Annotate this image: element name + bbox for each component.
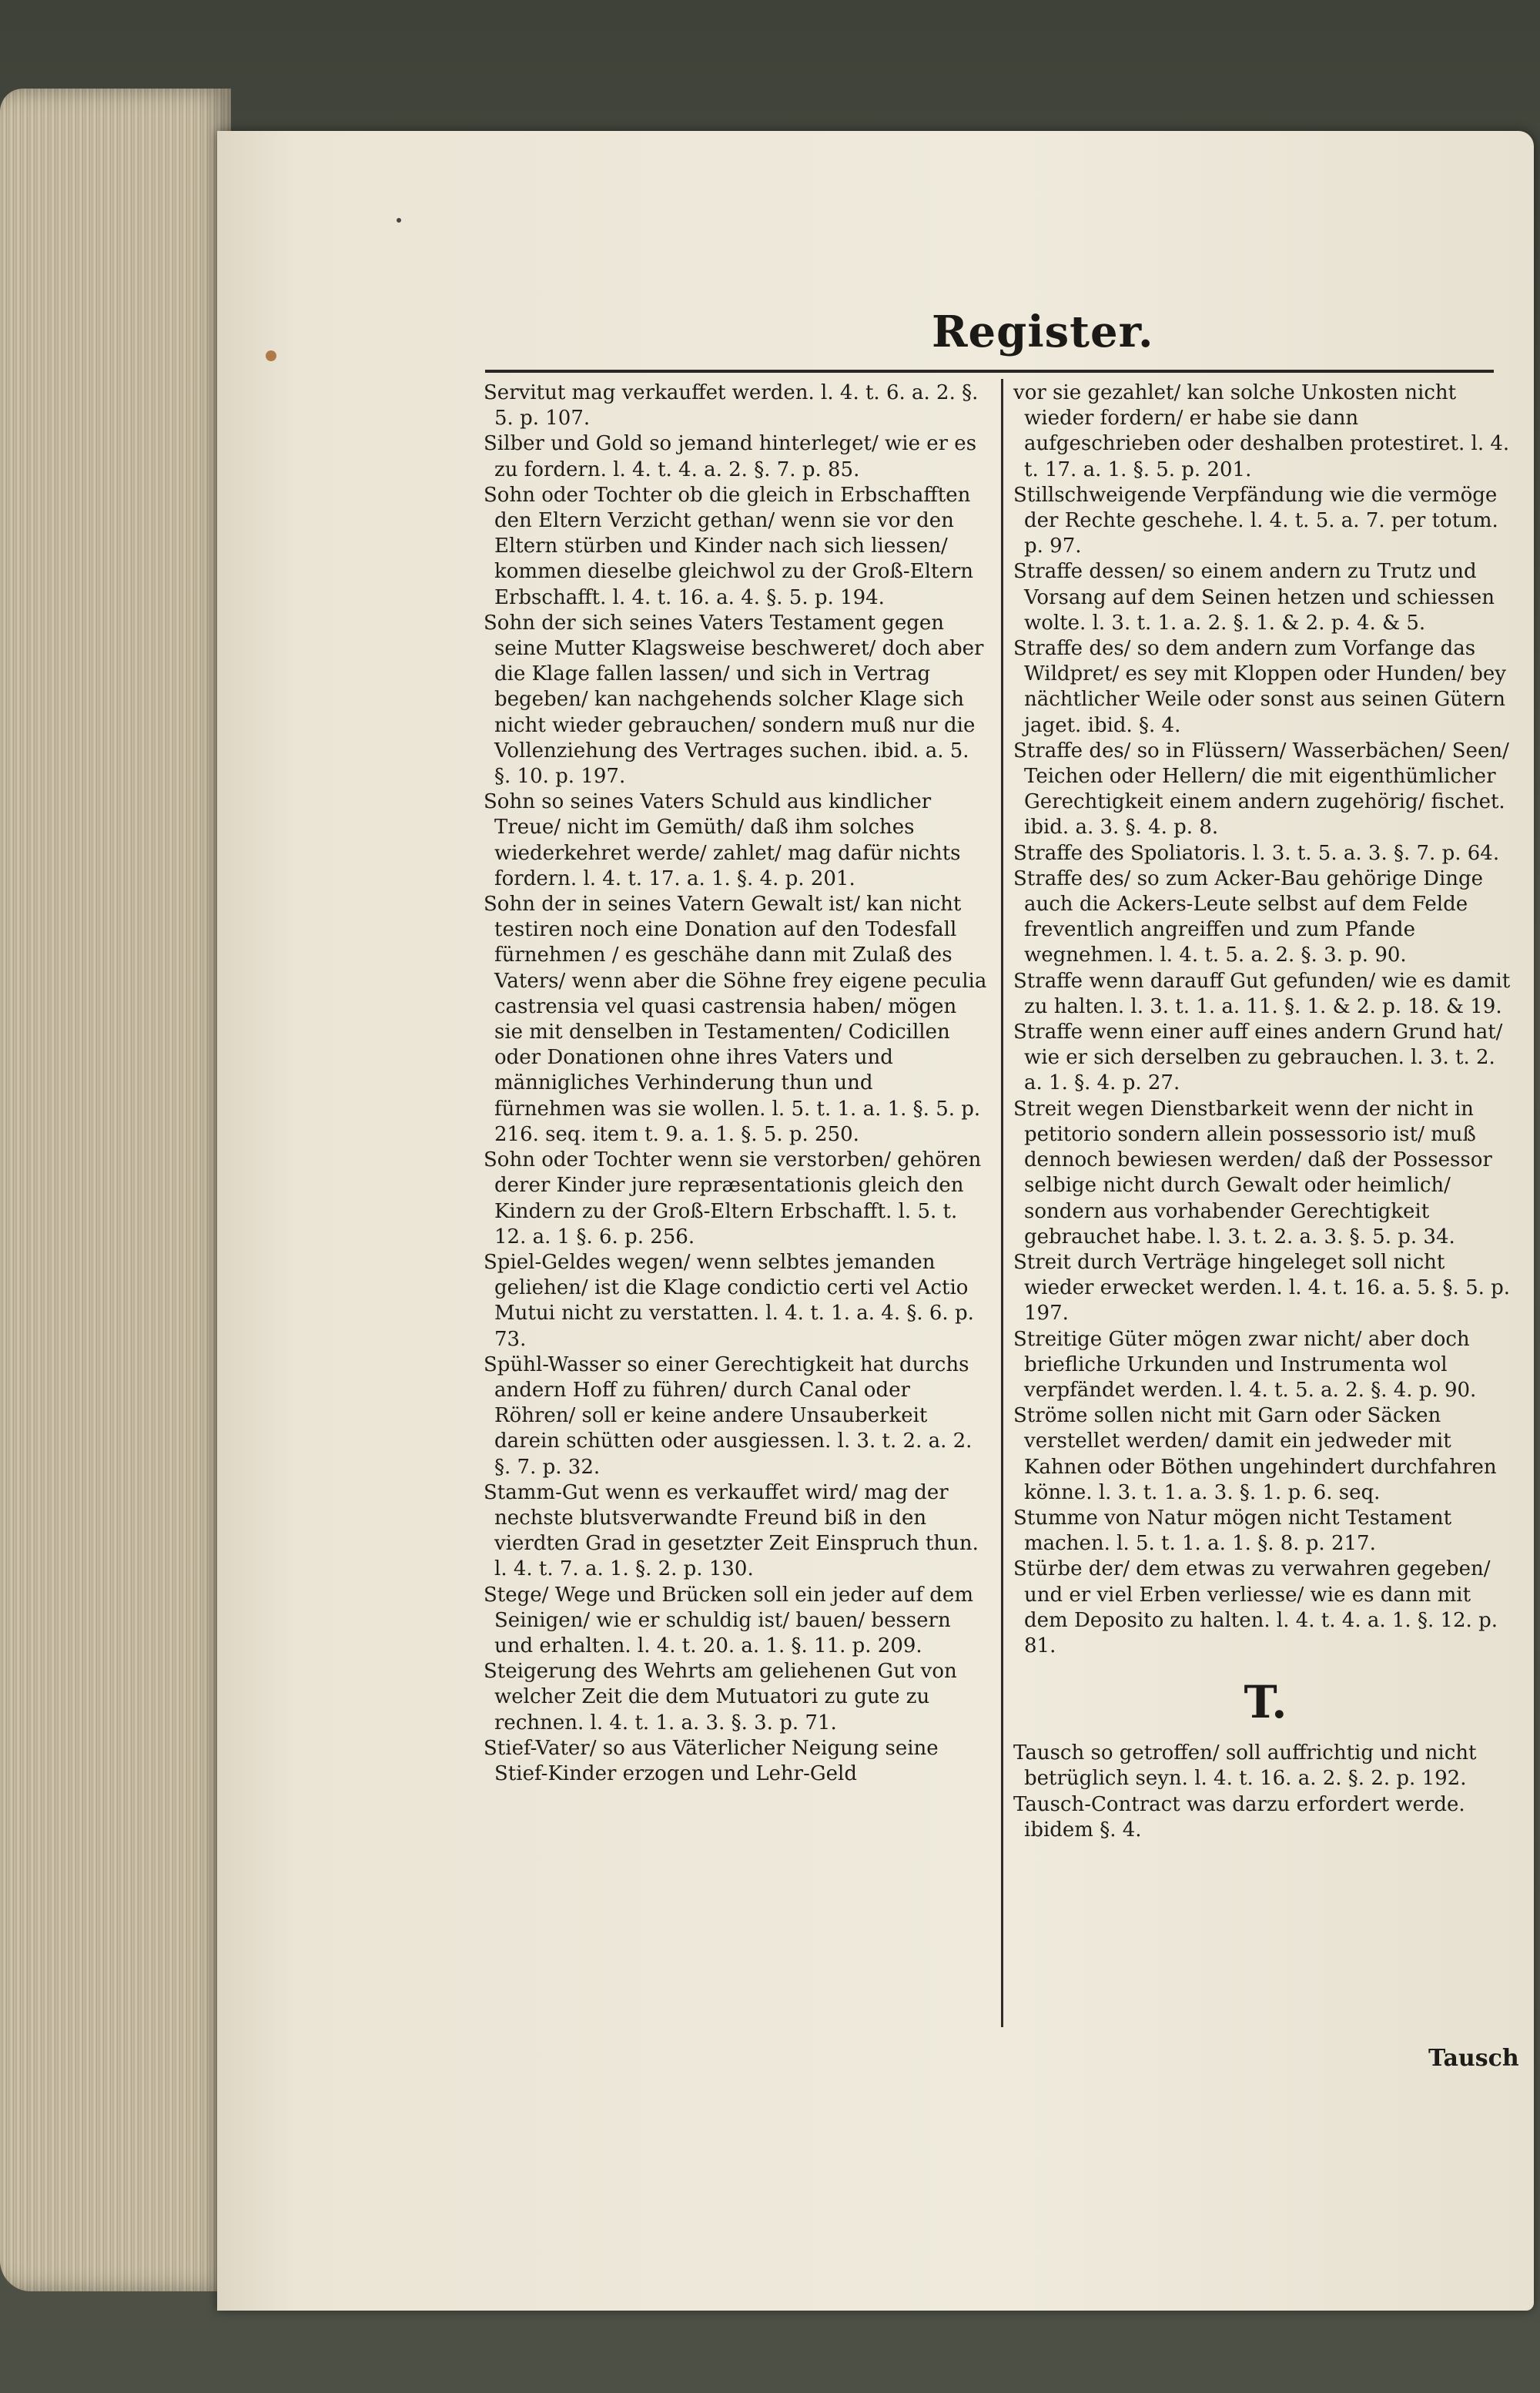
index-entry: Steigerung des Wehrts am geliehenen Gut von welcher Zeit die dem Mutuatori zu gute zu rechnen. l. 4. t. 1. a. 3. §. 3. p. 71. [484, 1660, 957, 1734]
catchword: Tausch [1428, 2045, 1519, 2072]
index-entry: Spiel-Geldes wegen/ wenn selbtes jemanden geliehen/ ist die Klage condictio certi vel Actio Mutui nicht zu verstatten. l. 4. t. 1. a. 4. §. 6. p. 73. [484, 1250, 974, 1351]
index-entry: Stege/ Wege und Brücken soll ein jeder auf dem Seinigen/ wie er schuldig ist/ bauen/ bessern und erhalten. l. 4. t. 20. a. 1. §. 11. p. 209. [484, 1583, 973, 1657]
index-entry: Sohn der in seines Vatern Gewalt ist/ kan nicht testiren noch eine Donation auf den Todesfall fürnehmen / es geschähe dann mit Zulaß des Vaters/ wenn aber die Söhne frey eigene peculia castrensia vel quasi castrensia haben/ mögen sie mit denselben in Testamenten/ Codicillen oder Donationen ohne ihres Vaters und männigliches Verhinderung thun und fürnehmen was sie wollen. l. 5. t. 1. a. 1. §. 5. p. 216. seq. item t. 9. a. 1. §. 5. p. 250. [484, 893, 987, 1146]
index-entry: Straffe des/ so in Flüssern/ Wasserbächen/ Seen/ Teichen oder Hellern/ die mit eigenthümlicher Gerechtigkeit einem andern zugehörig/ fischet. ibid. a. 3. §. 4. p. 8. [1013, 739, 1509, 840]
ink-stain [266, 350, 276, 361]
index-entry: Stief-Vater/ so aus Väterlicher Neigung seine Stief-Kinder erzogen und Lehr-Geld [484, 1736, 939, 1785]
index-entry: Straffe wenn darauff Gut gefunden/ wie es damit zu halten. l. 3. t. 1. a. 11. §. 1. & 2. p. 18. & 19. [1013, 969, 1511, 1018]
index-entry: vor sie gezahlet/ kan solche Unkosten nicht wieder fordern/ er habe sie dann aufgeschrieben oder deshalben protestiret. l. 4. t. 17. a. 1. §. 5. p. 201. [1013, 381, 1510, 481]
ink-speck [397, 218, 401, 223]
index-entry: Sohn der sich seines Vaters Testament gegen seine Mutter Klagsweise beschweret/ doch aber die Klage fallen lassen/ und sich in Vertrag begeben/ kan nachgehends solcher Klage sich nicht wieder gebrauchen/ sondern muß nur die Vollenziehung des Vertrages suchen. ibid. a. 5. §. 10. p. 197. [484, 611, 984, 789]
index-entry: Straffe wenn einer auff eines andern Grund hat/ wie er sich derselben zu gebrauchen. l. 3. t. 2. a. 1. §. 4. p. 27. [1013, 1021, 1503, 1095]
section-letter: T. [1244, 1676, 1287, 1729]
index-entry: Streitige Güter mögen zwar nicht/ aber doch briefliche Urkunden und Instrumenta wol verpfändet werden. l. 4. t. 5. a. 2. §. 4. p. 90. [1013, 1327, 1477, 1402]
index-entry: Streit durch Verträge hingeleget soll nicht wieder erwecket werden. l. 4. t. 16. a. 5. §. 5. p. 197. [1013, 1250, 1511, 1326]
index-entry: Silber und Gold so jemand hinterleget/ wie er es zu fordern. l. 4. t. 4. a. 2. §. 7. p. 85. [484, 432, 977, 481]
left-column [484, 380, 988, 1787]
index-entry: Straffe des Spoliatoris. l. 3. t. 5. a. 3. §. 7. p. 64. [1013, 841, 1500, 865]
index-entry: Straffe dessen/ so einem andern zu Trutz und Vorsang auf dem Seinen hetzen und schiessen wolte. l. 3. t. 1. a. 2. §. 1. & 2. p. 4. & 5. [1013, 560, 1495, 635]
right-column [1013, 380, 1518, 1843]
index-entry: Servitut mag verkauffet werden. l. 4. t. 6. a. 2. §. 5. p. 107. [484, 381, 979, 431]
index-entry: Spühl-Wasser so einer Gerechtigkeit hat durchs andern Hoff zu führen/ durch Canal oder Röhren/ soll er keine andere Unsauberkeit darein schütten oder ausgiessen. l. 3. t. 2. a. 2. §. 7. p. 32. [484, 1352, 973, 1479]
index-entry: Straffe des/ so dem andern zum Vorfange das Wildpret/ es sey mit Kloppen oder Hunden/ bey nächtlicher Weile oder sonst aus seinen Gütern jaget. ibid. §. 4. [1013, 637, 1506, 737]
index-entry: Straffe des/ so zum Acker-Bau gehörige Dinge auch die Ackers-Leute selbst auf dem Felde freventlich angreiffen und zum Pfande wegnehmen. l. 4. t. 5. a. 2. §. 3. p. 90. [1013, 866, 1484, 967]
column-divider [1001, 379, 1003, 2027]
running-header: Register. [932, 307, 1154, 357]
header-rule [485, 370, 1494, 373]
index-entry: Tausch so getroffen/ soll auffrichtig und nicht betrüglich seyn. l. 4. t. 16. a. 2. §. 2. p. 192. [1013, 1741, 1477, 1791]
index-entry: Stumme von Natur mögen nicht Testament machen. l. 5. t. 1. a. 1. §. 8. p. 217. [1013, 1506, 1452, 1556]
index-entry: Sohn so seines Vaters Schuld aus kindlicher Treue/ nicht im Gemüth/ daß ihm solches wiederkehret werde/ zahlet/ mag dafür nichts fordern. l. 4. t. 17. a. 1. §. 4. p. 201. [484, 790, 961, 890]
index-entry: Tausch-Contract was darzu erfordert werde. ibidem §. 4. [1013, 1792, 1465, 1842]
index-entry: Sohn oder Tochter ob die gleich in Erbschafften den Eltern Verzicht gethan/ wenn sie vor den Eltern stürben und Kinder nach sich liessen/ kommen dieselbe gleichwol zu der Groß-Eltern Erbschafft. l. 4. t. 16. a. 4. §. 5. p. 194. [484, 483, 973, 609]
index-entry: Sohn oder Tochter wenn sie verstorben/ gehören derer Kinder jure repræsentationis gleich den Kindern zu der Groß-Eltern Erbschafft. l. 5. t. 12. a. 1 §. 6. p. 256. [484, 1148, 982, 1248]
book-page-edges [0, 89, 231, 2291]
index-entry: Streit wegen Dienstbarkeit wenn der nicht in petitorio sondern allein possessorio ist/ muß dennoch bewiesen werden/ daß der Possessor selbige nicht durch Gewalt oder heimlich/ sondern aus vorhabender Gerechtigkeit gebrauchet habe. l. 3. t. 2. a. 3. §. 5. p. 34. [1013, 1097, 1492, 1248]
index-entry: Ströme sollen nicht mit Garn oder Säcken verstellet werden/ damit ein jedweder mit Kahnen oder Böthen ungehindert durchfahren könne. l. 3. t. 1. a. 3. §. 1. p. 6. seq. [1013, 1404, 1497, 1504]
index-entry: Stamm-Gut wenn es verkauffet wird/ mag der nechste blutsverwandte Freund biß in den vierdten Grad in gesetzter Zeit Einspruch thun. l. 4. t. 7. a. 1. §. 2. p. 130. [484, 1480, 979, 1581]
index-entry: Stürbe der/ dem etwas zu verwahren gegeben/ und er viel Erben verliesse/ wie es dann mit dem Deposito zu halten. l. 4. t. 4. a. 1. §. 12. p. 81. [1013, 1557, 1498, 1657]
index-entry: Stillschweigende Verpfändung wie die vermöge der Rechte geschehe. l. 4. t. 5. a. 7. per totum. p. 97. [1013, 483, 1498, 558]
